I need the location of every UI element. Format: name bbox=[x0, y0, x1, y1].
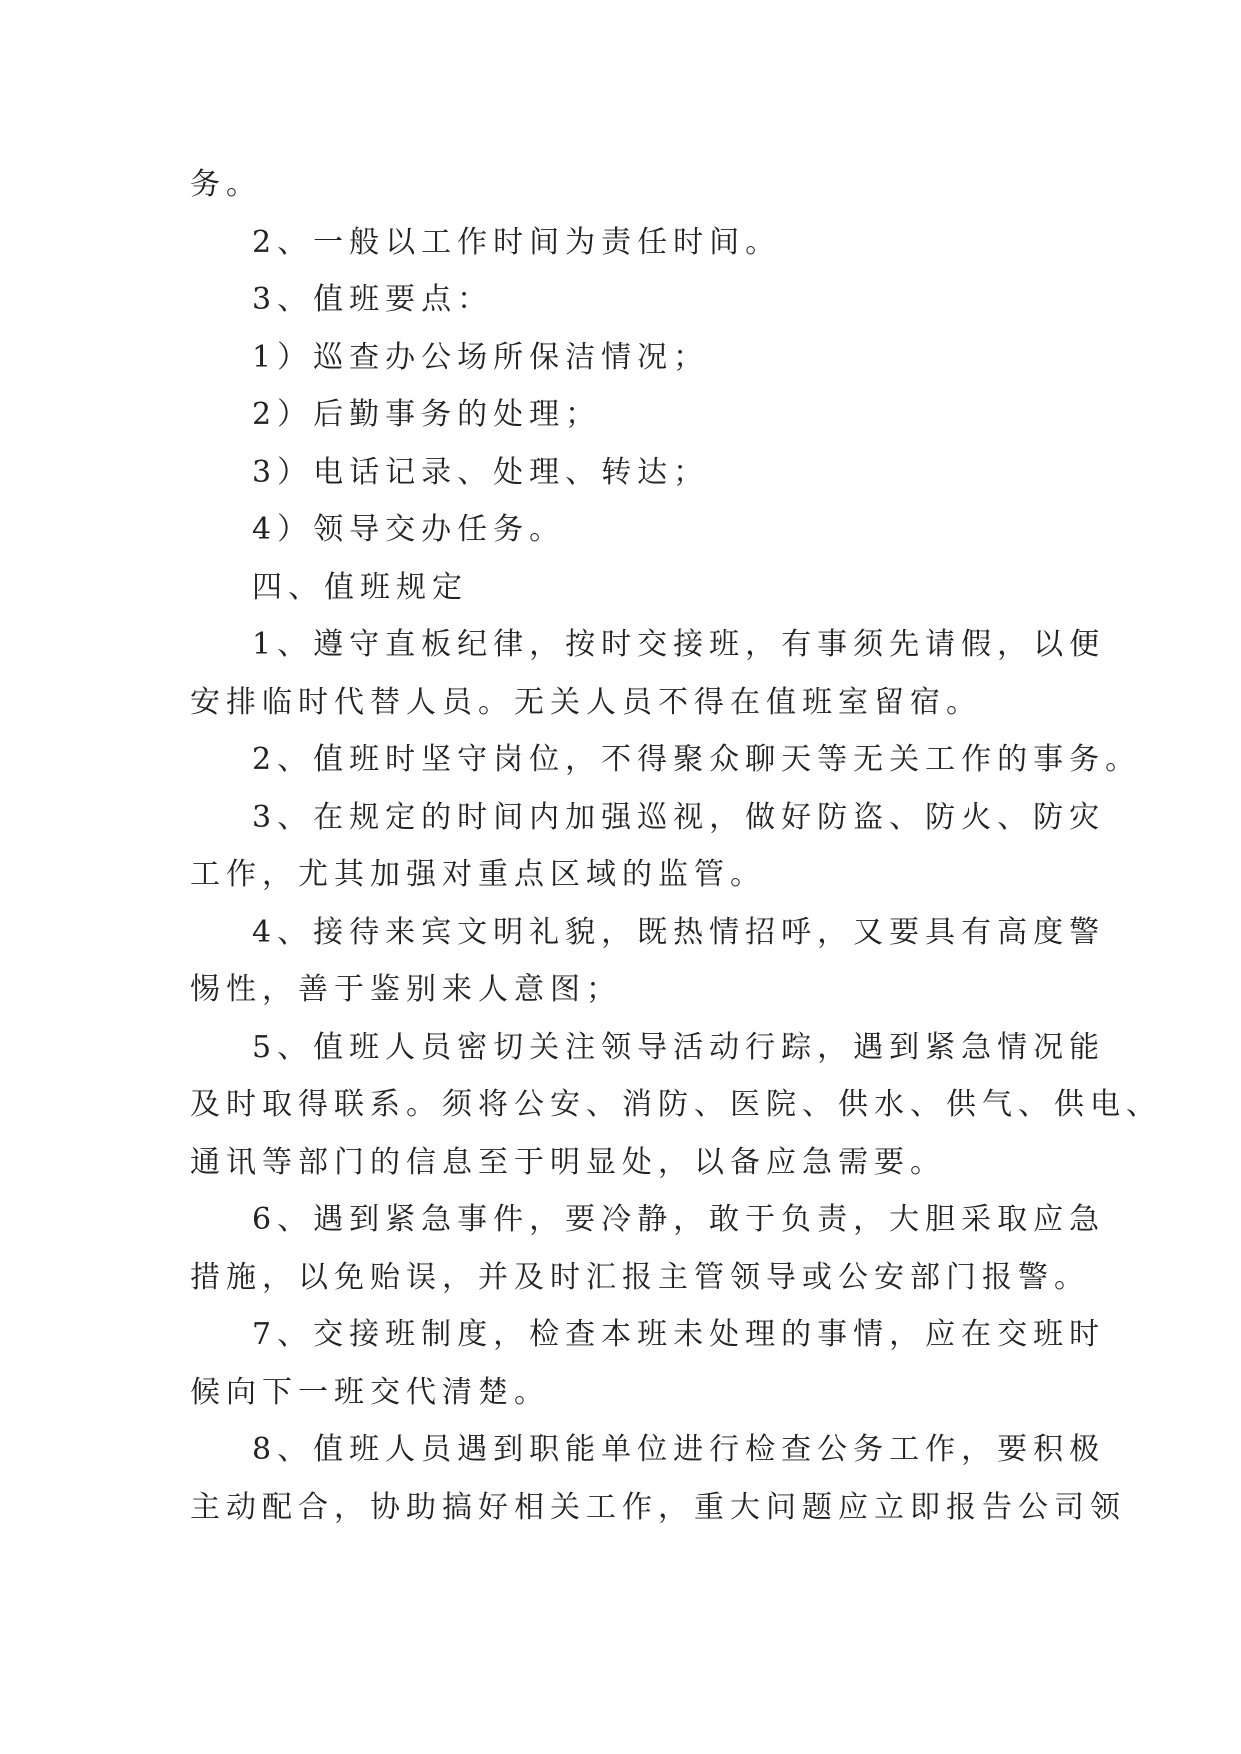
text-line: 6、遇到紧急事件，要冷静，敢于负责，大胆采取应急 bbox=[252, 1202, 1106, 1237]
text-line: 4）领导交办任务。 bbox=[252, 512, 566, 547]
text-line: 3、值班要点： bbox=[252, 282, 494, 317]
section-heading: 四、值班规定 bbox=[252, 570, 468, 605]
text-line: 3、在规定的时间内加强巡视，做好防盗、防火、防灾 bbox=[252, 800, 1106, 835]
text-line: 8、值班人员遇到职能单位进行检查公务工作，要积极 bbox=[252, 1432, 1106, 1467]
text-line: 4、接待来宾文明礼貌，既热情招呼，又要具有高度警 bbox=[252, 915, 1106, 950]
text-line: 通讯等部门的信息至于明显处，以备应急需要。 bbox=[190, 1145, 946, 1180]
text-line: 安排临时代替人员。无关人员不得在值班室留宿。 bbox=[190, 685, 982, 720]
text-line: 7、交接班制度，检查本班未处理的事情，应在交班时 bbox=[252, 1317, 1106, 1352]
text-line: 2、值班时坚守岗位，不得聚众聊天等无关工作的事务。 bbox=[252, 742, 1142, 777]
text-line: 候向下一班交代清楚。 bbox=[190, 1375, 550, 1410]
text-line: 工作，尤其加强对重点区域的监管。 bbox=[190, 857, 766, 892]
text-line: 3）电话记录、处理、转达； bbox=[252, 455, 710, 490]
text-line: 主动配合，协助搞好相关工作，重大问题应立即报告公司领 bbox=[190, 1490, 1126, 1525]
text-line: 惕性，善于鉴别来人意图； bbox=[190, 972, 622, 1007]
text-line: 1、遵守直板纪律，按时交接班，有事须先请假，以便 bbox=[252, 627, 1106, 662]
text-line: 务。 bbox=[190, 167, 262, 202]
text-line: 措施，以免贻误，并及时汇报主管领导或公安部门报警。 bbox=[190, 1260, 1090, 1295]
text-line: 及时取得联系。须将公安、消防、医院、供水、供气、供电、 bbox=[190, 1087, 1162, 1122]
text-line: 5、值班人员密切关注领导活动行踪，遇到紧急情况能 bbox=[252, 1030, 1106, 1065]
text-line: 2、一般以工作时间为责任时间。 bbox=[252, 225, 782, 260]
text-line: 2）后勤事务的处理； bbox=[252, 397, 602, 432]
text-line: 1）巡查办公场所保洁情况； bbox=[252, 340, 710, 375]
